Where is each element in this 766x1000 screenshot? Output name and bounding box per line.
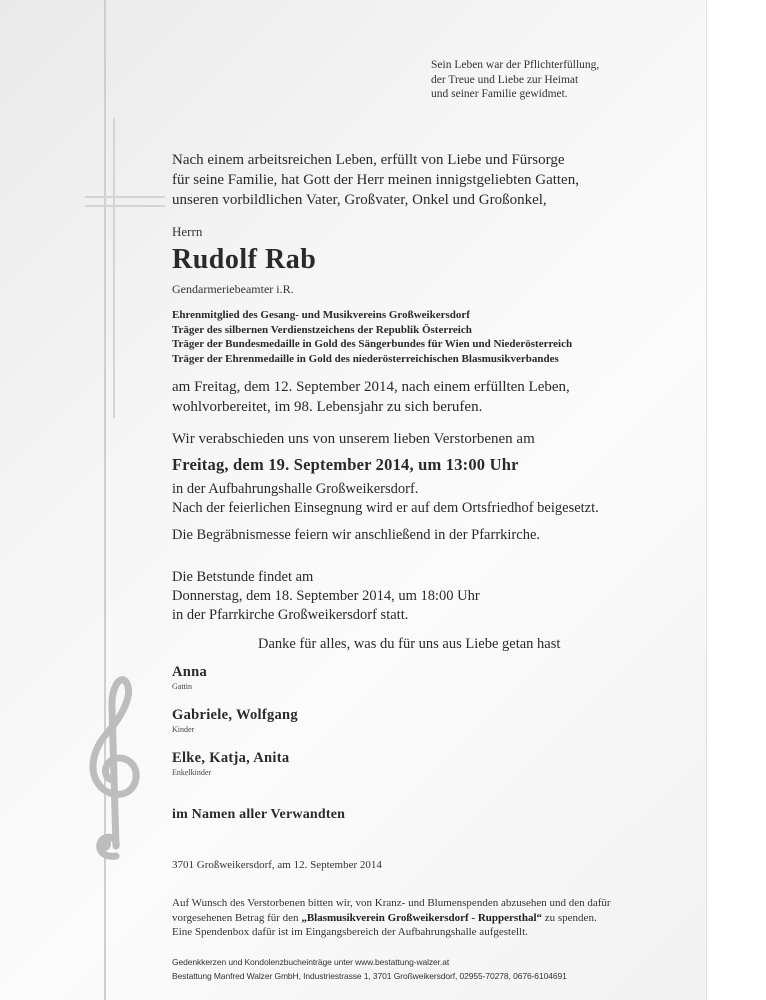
request-text: zu spenden.	[542, 911, 597, 924]
mourner-role: Enkelkinder	[172, 768, 212, 777]
mourner-entry	[172, 707, 298, 734]
prayer-notice	[172, 568, 480, 625]
beneficiary-name: „Blasmusikverein Großweikersdorf - Ruppersthal“	[301, 911, 543, 924]
funeral-date: Freitag, dem 19. September 2014, um 13:00 Uhr	[172, 455, 519, 474]
salutation: Herrn	[172, 224, 203, 239]
request-text: vorgesehenen Betrag für den	[172, 911, 302, 924]
deceased-title: Gendarmeriebeamter i.R.	[172, 282, 294, 296]
intro-line: Nach einem arbeitsreichen Leben, erfüllt von Liebe und Fürsorge	[172, 152, 565, 168]
thanks-line: Danke für alles, was du für uns aus Liebe getan hast	[258, 636, 561, 652]
place-date: 3701 Großweikersdorf, am 12. September 2014	[172, 859, 382, 871]
honor-item: Träger des silbernen Verdienstzeichens der Republik Österreich	[172, 323, 472, 336]
footer-line: Bestattung Manfred Walzer GmbH, Industriestrasse 1, 3701 Großweikersdorf, 02955-70278, 0676-6104691	[172, 971, 567, 981]
honor-item: Träger der Bundesmedaille in Gold des Sängerbundes für Wien und Niederösterreich	[172, 338, 573, 350]
mourner-entry	[172, 664, 207, 691]
mourner-name: Gabriele, Wolfgang	[172, 707, 298, 723]
request-line	[172, 911, 611, 926]
honor-item: Träger der Ehrenmedaille in Gold des niederösterreichischen Blasmusikverbandes	[172, 352, 559, 365]
intro-text	[172, 150, 579, 210]
honor-item: Ehrenmitglied des Gesang- und Musikvereins Großweikersdorf	[172, 309, 470, 321]
mourner-role: Gattin	[172, 682, 192, 691]
cross-line-vertical-inner	[113, 118, 115, 418]
mourner-entry	[172, 750, 289, 777]
mourner-role: Kinder	[172, 725, 195, 734]
motto-line: und seiner Familie gewidmet.	[431, 88, 568, 100]
location-line: in der Aufbahrungshalle Großweikersdorf.	[172, 481, 419, 497]
prayer-line: Die Betstunde findet am	[172, 569, 314, 585]
undertaker-footer	[172, 955, 567, 983]
cross-line-horizontal	[85, 196, 165, 198]
request-line: Eine Spendenbox dafür ist im Eingangsbereich der Aufbahrungshalle aufgestellt.	[172, 926, 528, 938]
passing-line: am Freitag, dem 12. September 2014, nach einem erfüllten Leben,	[172, 379, 570, 395]
relatives-line: im Namen aller Verwandten	[172, 807, 346, 822]
treble-clef-icon	[82, 668, 142, 864]
mourner-name: Anna	[172, 664, 208, 680]
motto-line: Sein Leben war der Pflichterfüllung,	[431, 59, 600, 71]
passing-notice	[172, 377, 570, 417]
mass-notice: Die Begräbnismesse feiern wir anschließend in der Pfarrkirche.	[172, 527, 541, 543]
intro-line: unseren vorbildlichen Vater, Großvater, Onkel und Großonkel,	[172, 192, 547, 208]
motto	[431, 58, 599, 102]
footer-line: Gedenkkerzen und Kondolenzbucheinträge unter www.bestattung-walzer.at	[172, 957, 450, 967]
donation-request	[172, 896, 611, 940]
prayer-line: in der Pfarrkirche Großweikersdorf statt.	[172, 607, 409, 623]
location-line: Nach der feierlichen Einsegnung wird er auf dem Ortsfriedhof beigesetzt.	[172, 500, 599, 516]
motto-line: der Treue und Liebe zur Heimat	[431, 73, 579, 86]
prayer-line: Donnerstag, dem 18. September 2014, um 18:00 Uhr	[172, 588, 480, 604]
deceased-name: Rudolf Rab	[172, 244, 317, 275]
farewell-intro: Wir verabschieden uns von unserem lieben Verstorbenen am	[172, 431, 535, 447]
intro-line: für seine Familie, hat Gott der Herr meinen innigstgeliebten Gatten,	[172, 172, 579, 188]
cross-line-horizontal-lower	[85, 205, 165, 207]
funeral-location	[172, 480, 599, 518]
passing-line: wohlvorbereitet, im 98. Lebensjahr zu sich berufen.	[172, 399, 483, 415]
request-line: Auf Wunsch des Verstorbenen bitten wir, von Kranz- und Blumenspenden abzusehen und den dafür	[172, 897, 611, 909]
mourner-name: Elke, Katja, Anita	[172, 750, 290, 766]
honors-list	[172, 308, 572, 366]
